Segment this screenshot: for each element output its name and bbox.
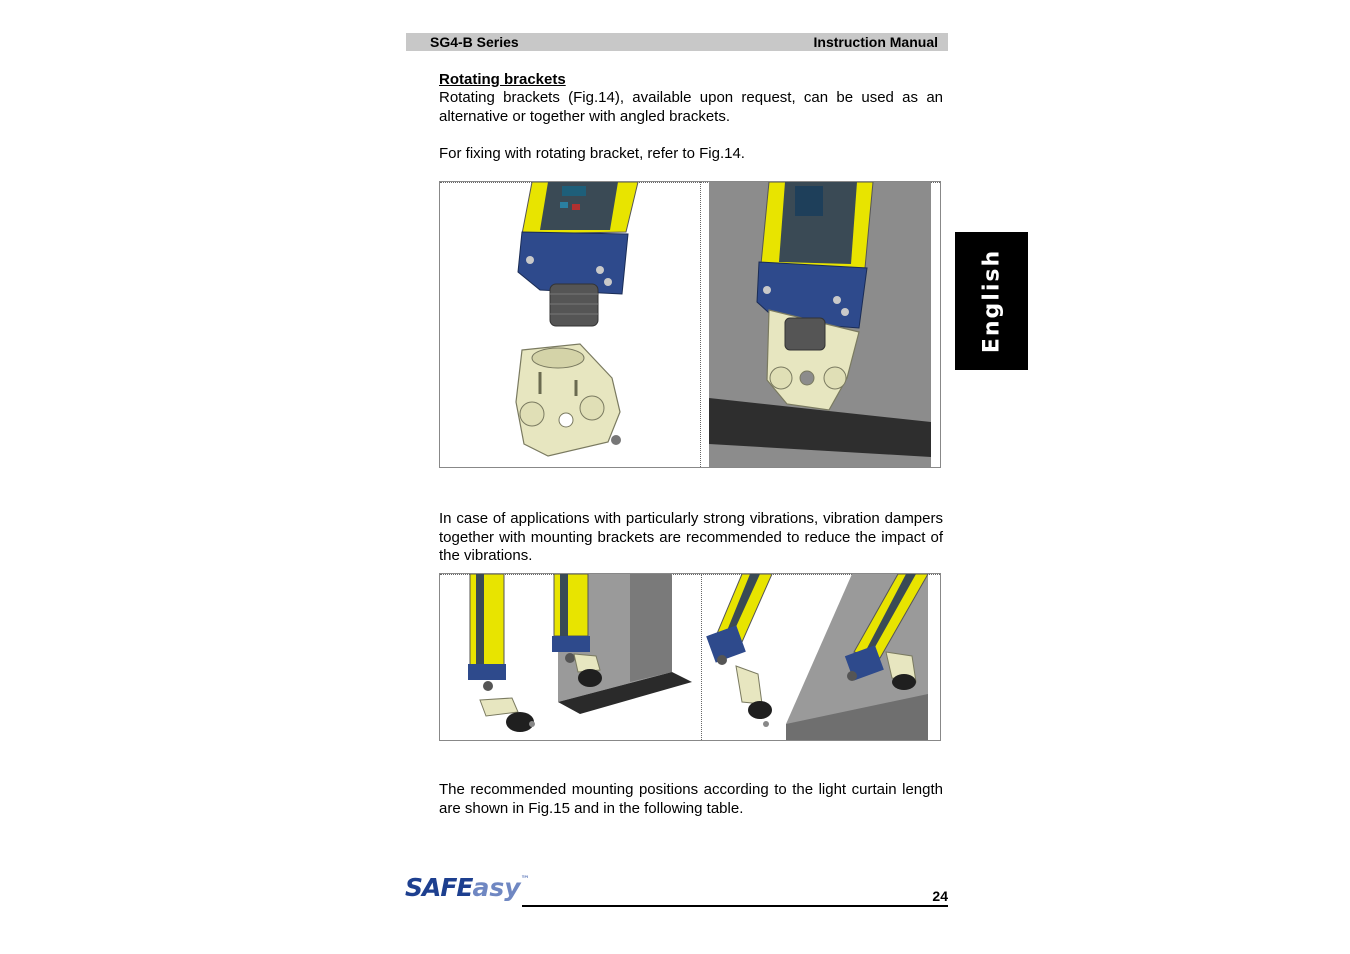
logo-safe-text: SAFE [405, 873, 473, 902]
paragraph-rotating-brackets: Rotating brackets (Fig.14), available upon request, can be used as an alternative or together with angled brackets. [439, 89, 943, 125]
header-manual-title: Instruction Manual [813, 34, 938, 50]
paragraph-mounting-positions: The recommended mounting positions according to the light curtain length are shown in Fig.15 and in the following table. [439, 781, 943, 817]
page-header [406, 33, 948, 51]
rotating-bracket-exploded-image [440, 182, 700, 467]
paragraph-vibration-dampers: In case of applications with particularly strong vibrations, vibration dampers together with mounting brackets are recommended to reduce the impact of the vibrations. [439, 510, 943, 565]
header-series: SG4-B Series [430, 34, 519, 50]
figure-vibration-dampers [439, 573, 941, 741]
vibration-damper-front-image [440, 574, 701, 740]
footer-rule [522, 905, 948, 907]
vibration-damper-angled-image [702, 574, 938, 740]
language-label: English [979, 248, 1004, 354]
figure-rotating-bracket [439, 181, 941, 468]
safeasy-logo [405, 873, 530, 909]
rotating-bracket-mounted-image [709, 182, 931, 467]
page-number: 24 [932, 888, 948, 904]
section-title: Rotating brackets [439, 71, 566, 88]
logo-easy-text: asy [472, 873, 521, 902]
logo-trademark: ™ [520, 875, 530, 885]
paragraph-fixing: For fixing with rotating bracket, refer to Fig.14. [439, 145, 745, 162]
language-tab [955, 232, 1028, 370]
